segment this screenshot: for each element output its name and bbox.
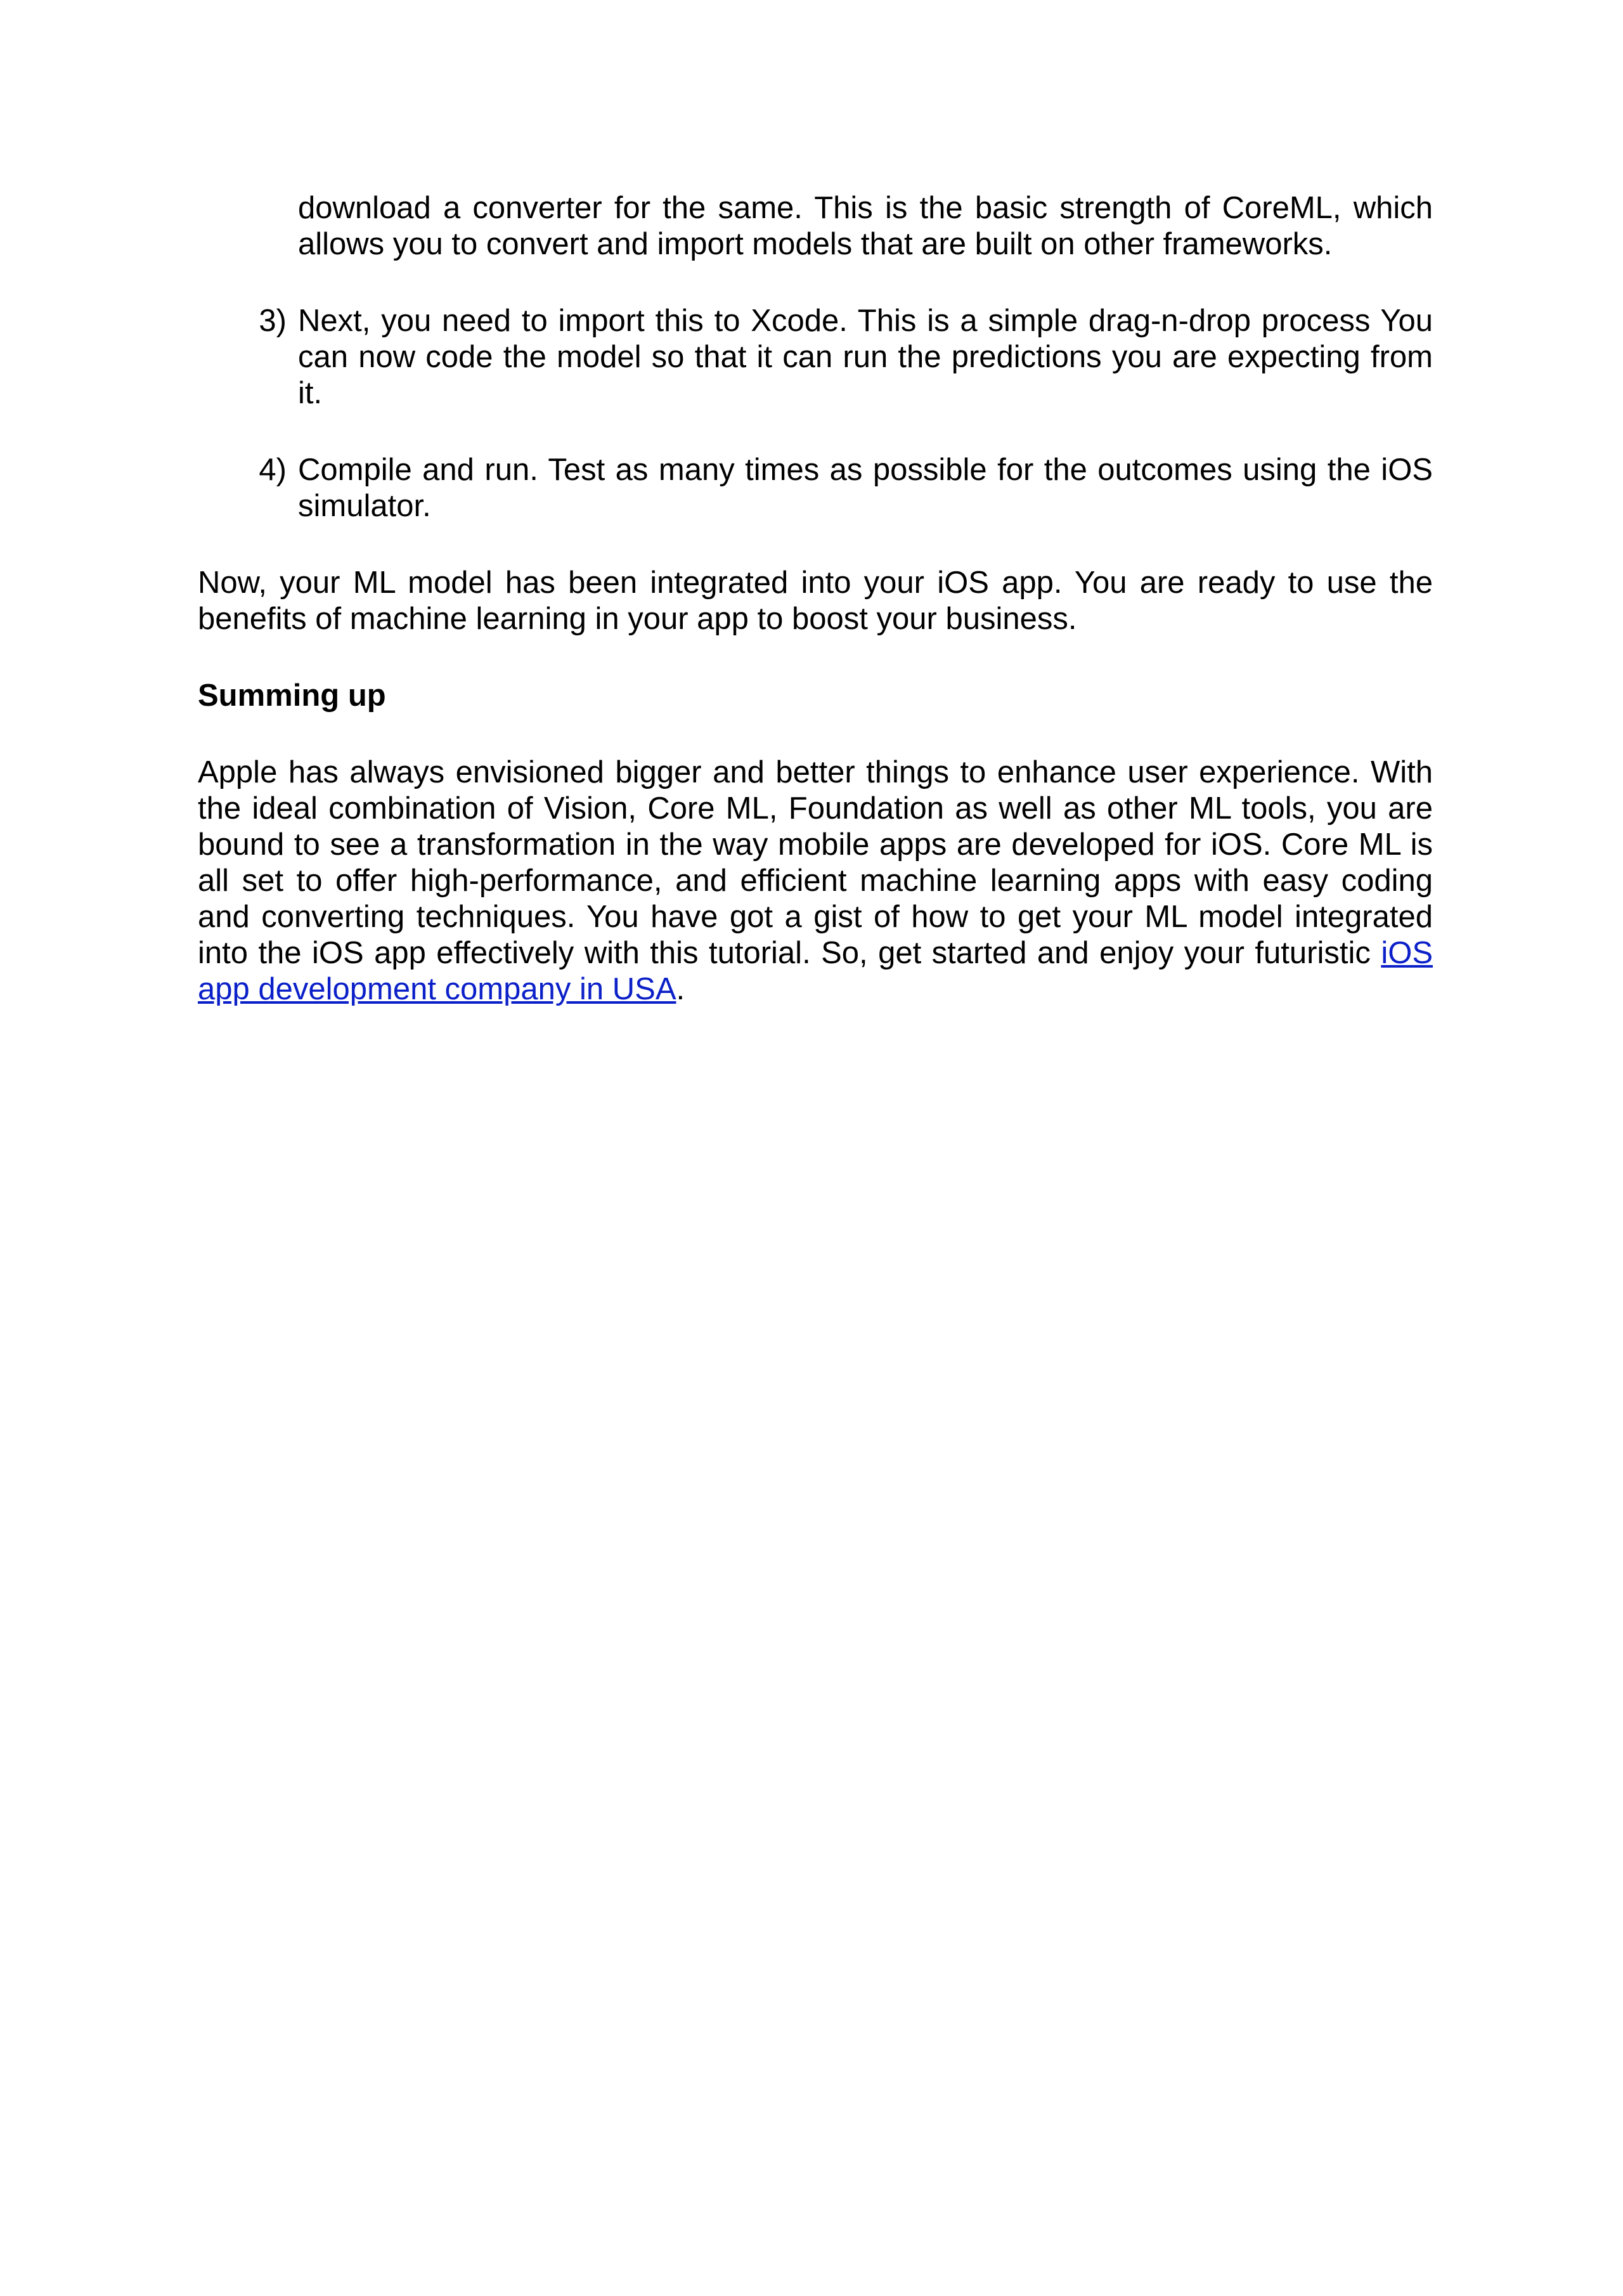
summary-text: Apple has always envisioned bigger and better things to enhance user experience. With the ideal combination of Vision, Core ML, Foundation as well as other ML tools, you are bound to see a transformation in the way mobile apps are developed for iOS. Core ML is all set to offer high-performance, and efficient machine learning apps with easy coding and converting techniques. You have got a gist of how to get your ML model integrated into the iOS app effectively with this tutorial. So, get started and enjoy your futuristic <box>198 755 1433 970</box>
continued-paragraph: download a converter for the same. This is the basic strength of CoreML, which allows you to convert and import models that are built on other frameworks. <box>298 191 1433 261</box>
list-number: 4) <box>259 453 287 487</box>
summary-paragraph <box>198 755 1433 1008</box>
document-body <box>198 190 1433 1008</box>
list-item-text: Next, you need to import this to Xcode. This is a simple drag-n-drop process You can now code the model so that it can run the predictions you are expecting from it. <box>298 304 1433 410</box>
summary-end: . <box>676 972 685 1006</box>
ios-app-development-link[interactable]: iOS app development company in USA <box>198 936 1433 1006</box>
list-item-step-3 <box>259 303 1433 412</box>
integration-paragraph: Now, your ML model has been integrated into your iOS app. You are ready to use the benefits of machine learning in your app to boost your business. <box>198 566 1433 636</box>
list-number: 3) <box>259 304 287 338</box>
list-item-step-4 <box>259 452 1433 524</box>
section-heading: Summing up <box>198 678 386 713</box>
list-item-text: Compile and run. Test as many times as possible for the outcomes using the iOS simulator. <box>298 453 1433 523</box>
